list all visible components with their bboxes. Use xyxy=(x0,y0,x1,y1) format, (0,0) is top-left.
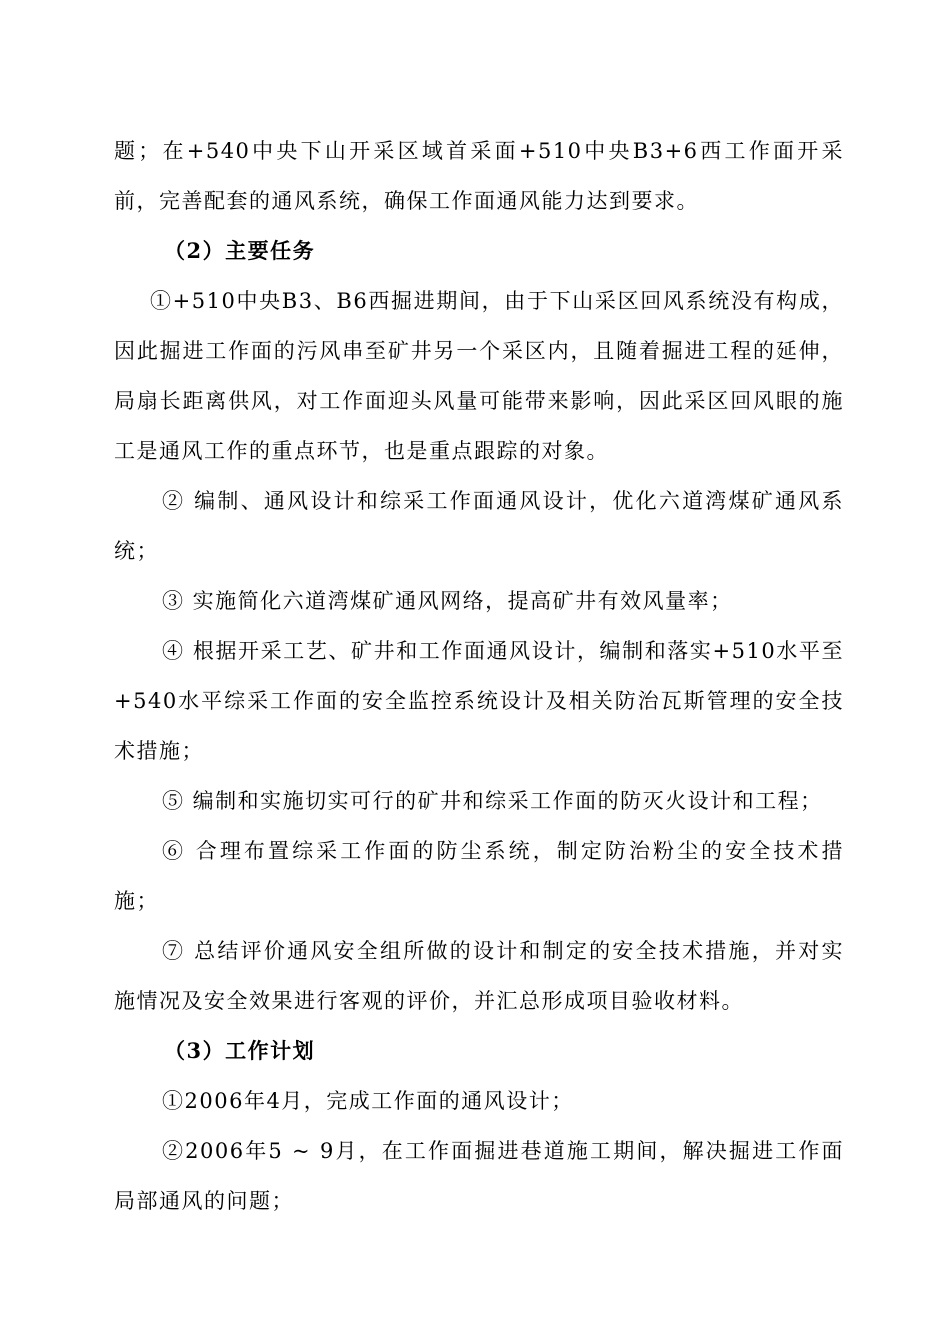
task-item-6: ⑥ 合理布置综采工作面的防尘系统，制定防治粉尘的安全技术措施； xyxy=(114,839,844,913)
task-item-4: ④ 根据开采工艺、矿井和工作面通风设计，编制和落实+510水平至+540水平综采工作面的安全监控系统设计及相关防治瓦斯管理的安全技术措施； xyxy=(114,639,844,763)
plan-item-2: ②2006年5 ~ 9月，在工作面掘进巷道施工期间，解决掘进工作面局部通风的问题； xyxy=(114,1139,844,1213)
task-item-3: ③ 实施简化六道湾煤矿通风网络，提高矿井有效风量率； xyxy=(162,589,733,613)
task-item-7: ⑦ 总结评价通风安全组所做的设计和制定的安全技术措施，并对实施情况及安全效果进行客观的评价，并汇总形成项目验收材料。 xyxy=(114,939,844,1013)
task-item-1: ①+510中央B3、B6西掘进期间，由于下山采区回风系统没有构成，因此掘进工作面的污风串至矿井另一个采区内，且随着掘进工程的延伸，局扇长距离供风，对工作面迎头风量可能带来影响，因此采区回风眼的施工是通风工作的重点环节，也是重点跟踪的对象。 xyxy=(114,289,844,463)
task-item-5: ⑤ 编制和实施切实可行的矿井和综采工作面的防灭火设计和工程； xyxy=(162,789,823,813)
plan-item-1: ①2006年4月，完成工作面的通风设计； xyxy=(162,1089,574,1113)
paragraph-continuation: 题；在+540中央下山开采区域首采面+510中央B3+6西工作面开采前，完善配套的通风系统，确保工作面通风能力达到要求。 xyxy=(114,139,844,213)
document-body xyxy=(114,126,844,1226)
section-heading-work-plan: （3）工作计划 xyxy=(164,1038,316,1063)
section-heading-main-tasks: （2）主要任务 xyxy=(164,238,316,263)
task-item-2: ② 编制、通风设计和综采工作面通风设计，优化六道湾煤矿通风系统； xyxy=(114,489,844,563)
